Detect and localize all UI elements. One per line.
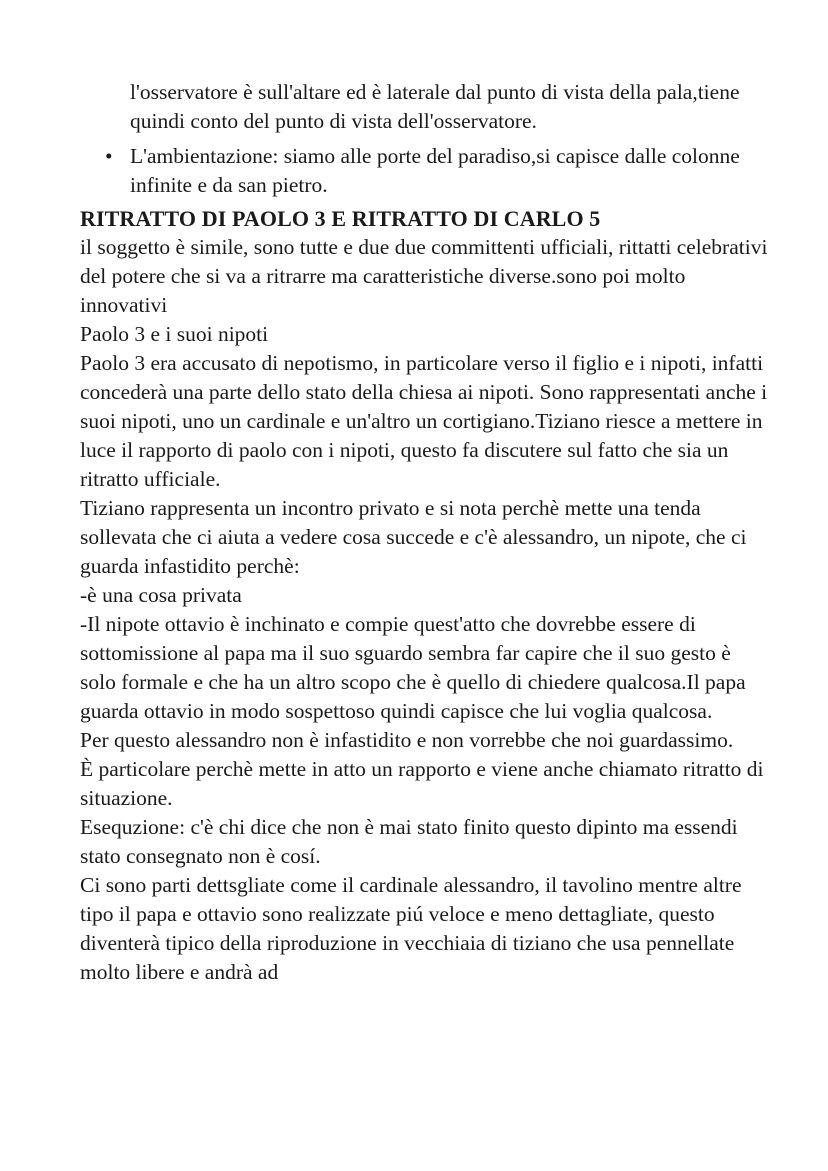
paragraph-nepotismo: Paolo 3 era accusato di nepotismo, in particolare verso il figlio e i nipoti, infatti concederà una parte dello stato della chiesa ai nipoti. Sono rappresentati anche i suoi nipoti, uno un cardinale e un'altro un cortigiano.Tiziano riesce a mettere in luce il rapporto di paolo con i nipoti, questo fa discutere sul fatto che sia un ritratto ufficiale.: [80, 351, 768, 491]
bullet-marker: •: [105, 144, 113, 168]
paragraph-incontro-privato: Tiziano rappresenta un incontro privato e si nota perchè mette una tenda sollevata che ci aiuta a vedere cosa succede e c'è alessandro, un nipote, che ci guarda infastidito perchè:: [80, 496, 747, 578]
section-heading: RITRATTO DI PAOLO 3 E RITRATTO DI CARLO 5: [80, 206, 601, 231]
bullet-item-ambientazione: [80, 142, 770, 200]
bullet-continuation: l'osservatore è sull'altare ed è laterale dal punto di vista della pala,tiene quindi conto del punto di vista dell'osservatore.: [130, 80, 740, 133]
paragraph-soggetto: il soggetto è simile, sono tutte e due due committenti ufficiali, rittatti celebrativi del potere che si va a ritrarre ma caratteristiche diverse.sono poi molto innovativi: [80, 235, 768, 317]
paragraph-esecuzione: Esequzione: c'è chi dice che non è mai stato finito questo dipinto ma essendi stato consegnato non è cosí.: [80, 815, 738, 868]
paragraph-ottavio: -Il nipote ottavio è inchinato e compie quest'atto che dovrebbe essere di sottomissione al papa ma il suo sguardo sembra far capire che il suo gesto è solo formale e che ha un altro scopo che è quello di chiedere qualcosa.Il papa guarda ottavio in modo sospettoso quindi capisce che lui voglia qualcosa.: [80, 612, 746, 723]
paragraph-subtitle: Paolo 3 e i suoi nipoti: [80, 322, 269, 346]
paragraph-cosa-privata: -è una cosa privata: [80, 583, 242, 607]
paragraph-dettagli: Ci sono parti dettsgliate come il cardinale alessandro, il tavolino mentre altre tipo il papa e ottavio sono realizzate piú veloce e meno dettagliate, questo diventerà tipico della riproduzione in vecchiaia di tiziano che usa pennellate molto libere e andrà ad: [80, 873, 742, 984]
document-body: [80, 78, 770, 987]
paragraph-alessandro: Per questo alessandro non è infastidito e non vorrebbe che noi guardassimo.: [80, 728, 734, 752]
bullet-text: L'ambientazione: siamo alle porte del paradiso,si capisce dalle colonne infinite e da san pietro.: [130, 144, 740, 197]
paragraph-ritratto-situazione: È particolare perchè mette in atto un rapporto e viene anche chiamato ritratto di situazione.: [80, 757, 764, 810]
